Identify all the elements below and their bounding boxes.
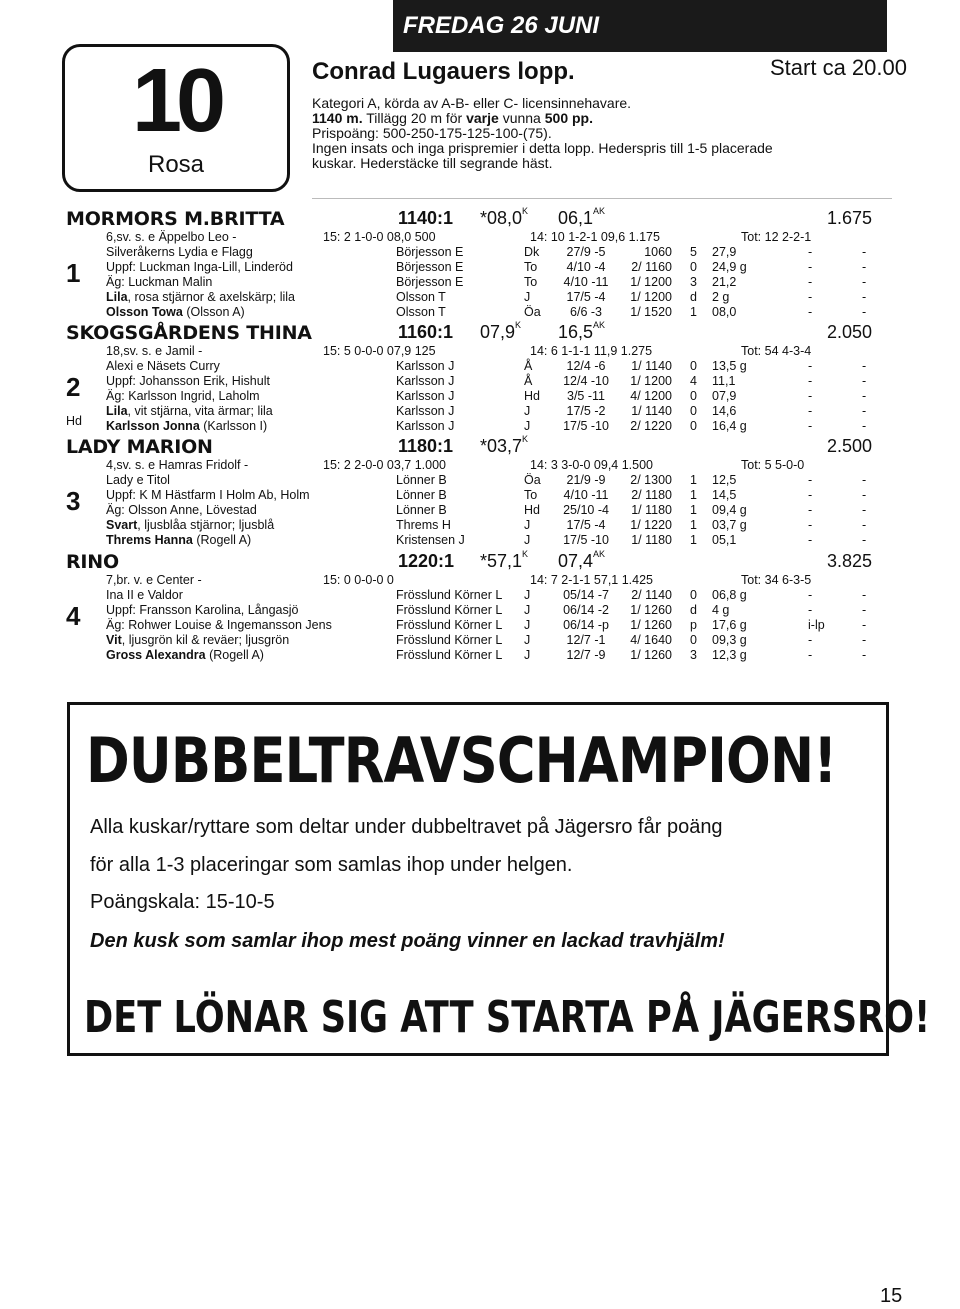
best-time-suffix: AK [593, 206, 606, 216]
stats-total: Tot: 34 6-3-5 [741, 573, 812, 587]
race-track: Hd [524, 503, 540, 517]
race-placing: d [690, 290, 697, 304]
horse-best-time-autostart [558, 208, 605, 229]
promo-headline: DUBBELTRAVSCHAMPION! [86, 724, 837, 797]
race-prize: - [862, 389, 867, 403]
best-time-value: 06,1 [558, 208, 594, 228]
race-driver: Karlsson J [396, 404, 455, 418]
race-odds: - [808, 260, 813, 274]
race-prize: - [862, 404, 867, 418]
stats-2014: 14: 10 1-2-1 09,6 1.175 [530, 230, 660, 244]
hd-label: Hd [66, 414, 82, 428]
colors-primary: Lila [106, 404, 128, 418]
race-track: Hd [524, 389, 540, 403]
race-odds: - [808, 488, 813, 502]
race-track: Öa [524, 473, 541, 487]
race-date: 12/7 -9 [566, 648, 606, 662]
race-distance: 1/ 1180 [631, 503, 672, 517]
race-prize: - [862, 603, 867, 617]
race-prize: - [862, 260, 867, 274]
race-driver: Karlsson J [396, 419, 455, 433]
race-placing: 0 [690, 389, 697, 403]
race-placing: 0 [690, 633, 697, 647]
line-text: Olsson Towa (Olsson A) [106, 305, 245, 319]
race-time: 05,1 [712, 533, 737, 547]
race-driver: Lönner B [396, 488, 447, 502]
race-time: 09,3 g [712, 633, 747, 647]
race-date: 17/5 -10 [563, 533, 609, 547]
condition-line: Prispoäng: 500-250-175-125-100-(75). [312, 125, 552, 141]
race-distance: 2/ 1140 [631, 588, 672, 602]
race-date: 21/9 -9 [566, 473, 606, 487]
race-time: 03,7 g [712, 518, 747, 532]
race-odds: - [808, 245, 813, 259]
race-placing: 0 [690, 404, 697, 418]
line-text: Uppf: Johansson Erik, Hishult [106, 374, 270, 388]
race-placing: 3 [690, 648, 697, 662]
race-time: 09,4 g [712, 503, 747, 517]
stats-total: Tot: 54 4-3-4 [741, 344, 812, 358]
race-driver: Karlsson J [396, 359, 455, 373]
race-date: 3/5 -11 [567, 389, 605, 403]
race-date: 12/7 -1 [566, 633, 606, 647]
race-track: J [524, 533, 531, 547]
best-time-value: *57,1 [480, 551, 523, 571]
race-time: 4 g [712, 603, 730, 617]
promo-paragraph: för alla 1-3 placeringar som samlas ihop under helgen. [90, 854, 573, 876]
best-time-value: *03,7 [480, 436, 523, 456]
race-time: 17,6 g [712, 618, 747, 632]
date-banner: FREDAG 26 JUNI [393, 0, 887, 52]
colors-primary: Svart [106, 518, 138, 532]
race-driver: Börjesson E [396, 245, 464, 259]
race-distance: 2/ 1180 [631, 488, 672, 502]
race-date: 06/14 -2 [563, 603, 609, 617]
race-time: 12,3 g [712, 648, 747, 662]
race-placing: 1 [690, 473, 697, 487]
race-odds: - [808, 290, 813, 304]
page-number: 15 [880, 1285, 903, 1307]
race-date: 27/9 -5 [566, 245, 606, 259]
race-driver: Börjesson E [396, 260, 464, 274]
race-placing: 3 [690, 275, 697, 289]
race-placing: 1 [690, 488, 697, 502]
horse-earnings: 3.825 [826, 551, 872, 571]
race-driver: Lönner B [396, 473, 447, 487]
race-placing: 0 [690, 588, 697, 602]
race-odds: - [808, 374, 813, 388]
race-placing: 1 [690, 518, 697, 532]
race-prize: - [862, 518, 867, 532]
start-number: 1 [66, 258, 81, 288]
race-distance: 1/ 1180 [631, 533, 672, 547]
race-distance: 1/ 1140 [631, 404, 672, 418]
line-text: Lila, vit stjärna, vita ärmar; lila [106, 404, 273, 418]
best-time-value: 07,4 [558, 551, 594, 571]
race-prize: - [862, 245, 867, 259]
start-number: 4 [66, 601, 81, 631]
line-text: Gross Alexandra (Rogell A) [106, 648, 264, 662]
race-number: 10 [131, 51, 221, 151]
race-prize: - [862, 488, 867, 502]
race-driver: Karlsson J [396, 374, 455, 388]
race-date: 12/4 -10 [563, 374, 609, 388]
race-driver: Börjesson E [396, 275, 464, 289]
best-time-suffix: K [515, 320, 522, 330]
driver-name: Karlsson Jonna [106, 419, 204, 433]
best-time-suffix: K [522, 434, 529, 444]
horse-name: MORMORS M.BRITTA [66, 208, 285, 230]
race-driver: Karlsson J [396, 389, 455, 403]
line-text: Äg: Karlsson Ingrid, Laholm [106, 389, 260, 403]
horse-best-time-autostart [558, 551, 605, 572]
best-time-value: 07,9 [480, 322, 516, 342]
race-prize: - [862, 473, 867, 487]
race-prize: - [862, 533, 867, 547]
race-driver: Frösslund Körner L [396, 648, 503, 662]
colors-primary: Lila [106, 290, 128, 304]
race-distance: 2/ 1220 [630, 419, 672, 433]
line-text: Svart, ljusblåa stjärnor; ljusblå [106, 518, 275, 532]
horse-name: LADY MARION [66, 436, 213, 458]
start-time: Start ca 20.00 [770, 55, 907, 80]
race-date: 12/4 -6 [566, 359, 606, 373]
line-text: Silveråkerns Lydia e Flagg [106, 245, 253, 259]
condition-line: Kategori A, körda av A-B- eller C- licensinnehavare. [312, 95, 632, 111]
start-number: 3 [66, 486, 81, 516]
race-distance: 1/ 1200 [630, 374, 672, 388]
horse-best-time [480, 208, 528, 229]
line-text: Uppf: Fransson Karolina, Långasjö [106, 603, 299, 617]
race-time: 14,6 [712, 404, 737, 418]
race-time: 06,8 g [712, 588, 747, 602]
race-driver: Frösslund Körner L [396, 618, 503, 632]
race-odds: - [808, 404, 813, 418]
race-date: 4/10 -11 [563, 488, 609, 502]
stats-total: Tot: 5 5-0-0 [741, 458, 805, 472]
race-distance: 1060 [644, 245, 672, 259]
race-time: 16,4 g [712, 419, 747, 433]
horse-pedigree: 4,sv. s. e Hamras Fridolf - [106, 458, 249, 472]
condition-line: 1140 m. Tillägg 20 m för varje vunna 500 pp. [312, 110, 593, 126]
horse-pedigree: 6,sv. s. e Äppelbo Leo - [106, 230, 237, 244]
driver-name: Olsson Towa [106, 305, 187, 319]
colors-primary: Vit [106, 633, 122, 647]
race-distance: 4/ 1640 [630, 633, 672, 647]
race-driver: Frösslund Körner L [396, 588, 503, 602]
race-date: 17/5 -4 [566, 518, 606, 532]
race-track: J [524, 588, 531, 602]
race-date: 4/10 -4 [566, 260, 606, 274]
stats-2014: 14: 6 1-1-1 11,9 1.275 [530, 344, 653, 358]
race-track: J [524, 290, 531, 304]
race-color: Rosa [147, 151, 205, 178]
stats-2015: 15: 0 0-0-0 0 [323, 573, 394, 587]
race-time: 24,9 g [712, 260, 747, 274]
race-time: 08,0 [712, 305, 737, 319]
race-date: 05/14 -7 [563, 588, 609, 602]
race-time: 07,9 [712, 389, 737, 403]
race-odds: - [808, 633, 813, 647]
horse-earnings: 1.675 [826, 208, 872, 228]
race-distance: 2/ 1160 [631, 260, 672, 274]
stats-2015: 15: 2 2-0-0 03,7 1.000 [323, 458, 447, 472]
race-odds: - [808, 359, 813, 373]
condition-line: kuskar. Hederstäcke till segrande häst. [312, 155, 553, 171]
race-track: Å [524, 359, 533, 373]
race-date: 6/6 -3 [570, 305, 602, 319]
race-driver: Lönner B [396, 503, 447, 517]
horse-pedigree: 7,br. v. e Center - [106, 573, 202, 587]
promo-paragraph: Poängskala: 15-10-5 [90, 891, 275, 913]
race-prize: - [862, 374, 867, 388]
race-prize: - [862, 648, 867, 662]
race-placing: 1 [690, 533, 697, 547]
stats-2015: 15: 2 1-0-0 08,0 500 [323, 230, 436, 244]
line-text: Äg: Luckman Malin [106, 275, 213, 289]
race-track: J [524, 603, 531, 617]
promo-paragraph: Alla kuskar/ryttare som deltar under dubbeltravet på Jägersro får poäng [90, 816, 723, 838]
race-track: Öa [524, 305, 541, 319]
race-driver: Frösslund Körner L [396, 603, 503, 617]
race-date: 4/10 -11 [563, 275, 609, 289]
condition-line: Ingen insats och inga prispremier i detta lopp. Hederspris till 1-5 placerade [312, 140, 773, 156]
race-distance: 1/ 1200 [630, 275, 672, 289]
race-date: 17/5 -4 [566, 290, 606, 304]
line-text: Karlsson Jonna (Karlsson I) [106, 419, 268, 433]
horse-record: 1160:1 [398, 322, 454, 342]
line-text: Äg: Olsson Anne, Lövestad [106, 503, 257, 517]
race-odds: - [808, 275, 813, 289]
race-driver: Threms H [396, 518, 451, 532]
race-conditions [312, 96, 773, 171]
stats-2015: 15: 5 0-0-0 07,9 125 [323, 344, 436, 358]
horse-best-time [480, 551, 528, 572]
horse-record: 1220:1 [398, 551, 455, 571]
race-time: 21,2 [712, 275, 737, 289]
race-distance: 4/ 1200 [630, 389, 672, 403]
divider [312, 198, 892, 199]
race-track: J [524, 618, 531, 632]
horse-best-time [480, 436, 528, 457]
race-date: 25/10 -4 [563, 503, 609, 517]
start-number: 2 [66, 372, 81, 402]
line-text: Ina II e Valdor [106, 588, 183, 602]
promo-cta: DET LÖNAR SIG ATT STARTA PÅ JÄGERSRO! [84, 992, 931, 1043]
line-text: Lady e Titol [106, 473, 170, 487]
race-track: J [524, 419, 531, 433]
horse-record: 1180:1 [398, 436, 454, 456]
line-text: Vit, ljusgrön kil & reväer; ljusgrön [106, 633, 290, 647]
race-track: Dk [524, 245, 540, 259]
horse-pedigree: 18,sv. s. e Jamil - [106, 344, 203, 358]
race-prize: - [862, 290, 867, 304]
race-placing: 1 [690, 503, 697, 517]
race-prize: - [862, 503, 867, 517]
race-track: To [524, 488, 538, 502]
horse-best-time-autostart [558, 322, 605, 343]
race-distance: 1/ 1520 [630, 305, 672, 319]
race-odds: - [808, 518, 813, 532]
race-prize: - [862, 359, 867, 373]
race-distance: 1/ 1220 [630, 518, 672, 532]
horse-name: RINO [66, 551, 119, 573]
line-text: Äg: Rohwer Louise & Ingemansson Jens [106, 618, 332, 632]
race-time: 2 g [712, 290, 730, 304]
race-distance: 1/ 1260 [630, 648, 672, 662]
race-driver: Kristensen J [396, 533, 465, 547]
race-prize: - [862, 305, 867, 319]
horse-name: SKOGSGÅRDENS THINA [66, 322, 312, 344]
line-text: Uppf: Luckman Inga-Lill, Linderöd [106, 260, 293, 274]
race-track: To [524, 260, 538, 274]
race-placing: d [690, 603, 697, 617]
race-track: J [524, 518, 531, 532]
race-time: 13,5 g [712, 359, 747, 373]
race-odds: - [808, 603, 813, 617]
race-odds: - [808, 533, 813, 547]
race-odds: - [808, 648, 813, 662]
race-prize: - [862, 633, 867, 647]
race-time: 11,1 [712, 374, 736, 388]
race-number-box [62, 44, 290, 192]
race-distance: 2/ 1300 [630, 473, 672, 487]
race-driver: Olsson T [396, 290, 446, 304]
race-placing: 0 [690, 359, 697, 373]
stats-2014: 14: 7 2-1-1 57,1 1.425 [530, 573, 654, 587]
race-date: 17/5 -2 [566, 404, 606, 418]
race-time: 12,5 [712, 473, 737, 487]
race-prize: - [862, 419, 867, 433]
stats-total: Tot: 12 2-2-1 [741, 230, 812, 244]
race-placing: 1 [690, 305, 697, 319]
race-title: Conrad Lugauers lopp. [312, 58, 575, 85]
race-time: 14,5 [712, 488, 737, 502]
race-track: J [524, 648, 531, 662]
line-text: Threms Hanna (Rogell A) [106, 533, 252, 547]
race-track: To [524, 275, 538, 289]
best-time-value: 16,5 [558, 322, 594, 342]
race-placing: 0 [690, 260, 697, 274]
race-placing: 4 [690, 374, 697, 388]
line-text: Uppf: K M Hästfarm I Holm Ab, Holm [106, 488, 310, 502]
race-driver: Olsson T [396, 305, 446, 319]
stats-2014: 14: 3 3-0-0 09,4 1.500 [530, 458, 654, 472]
race-odds: - [808, 389, 813, 403]
race-distance: 1/ 1260 [630, 618, 672, 632]
race-track: Å [524, 374, 533, 388]
race-distance: 1/ 1200 [630, 290, 672, 304]
race-track: J [524, 633, 531, 647]
race-placing: 5 [690, 245, 697, 259]
line-text: Alexi e Näsets Curry [106, 359, 220, 373]
line-text: Lila, rosa stjärnor & axelskärp; lila [106, 290, 295, 304]
horse-record: 1140:1 [398, 208, 454, 228]
race-prize: - [862, 588, 867, 602]
race-track: J [524, 404, 531, 418]
race-odds: i-lp [808, 618, 825, 632]
race-distance: 1/ 1140 [631, 359, 672, 373]
best-time-suffix: AK [593, 549, 606, 559]
race-distance: 1/ 1260 [630, 603, 672, 617]
race-placing: p [690, 618, 697, 632]
best-time-suffix: AK [593, 320, 606, 330]
race-odds: - [808, 503, 813, 517]
race-date: 17/5 -10 [563, 419, 609, 433]
race-time: 27,9 [712, 245, 737, 259]
race-odds: - [808, 588, 813, 602]
driver-name: Threms Hanna [106, 533, 197, 547]
race-date: 06/14 -p [563, 618, 609, 632]
race-prize: - [862, 275, 867, 289]
horse-earnings: 2.050 [826, 322, 872, 342]
race-prize: - [862, 618, 867, 632]
race-placing: 0 [690, 419, 697, 433]
horse-earnings: 2.500 [826, 436, 872, 456]
race-driver: Frösslund Körner L [396, 633, 503, 647]
race-odds: - [808, 473, 813, 487]
best-time-value: *08,0 [480, 208, 523, 228]
best-time-suffix: K [522, 549, 529, 559]
best-time-suffix: K [522, 206, 529, 216]
driver-name: Gross Alexandra [106, 648, 210, 662]
horse-best-time [480, 322, 521, 343]
race-odds: - [808, 419, 813, 433]
race-odds: - [808, 305, 813, 319]
promo-italic: Den kusk som samlar ihop mest poäng vinner en lackad travhjälm! [90, 930, 725, 952]
